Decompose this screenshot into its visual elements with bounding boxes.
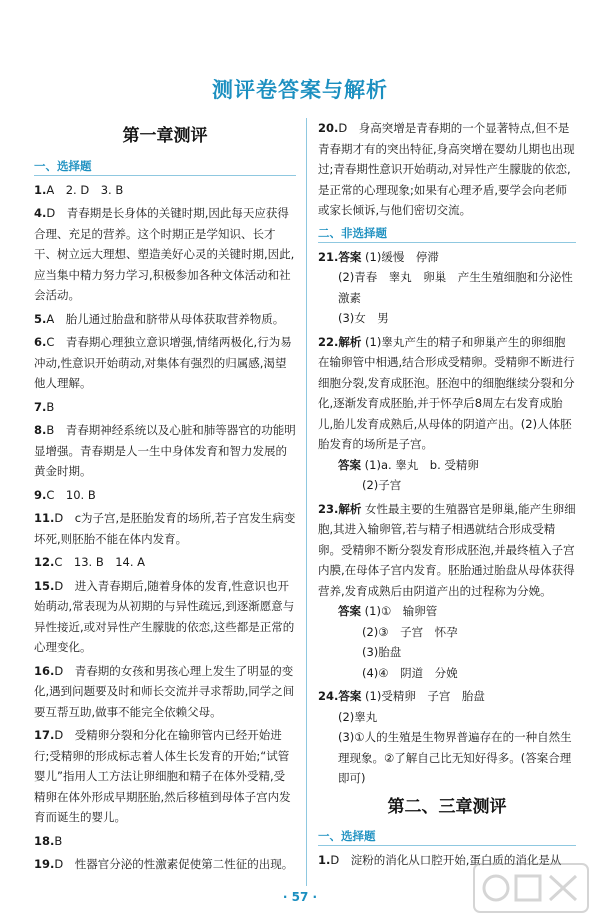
answer-item — [34, 203, 296, 306]
item-text: C 10. B — [46, 487, 96, 502]
analysis-label: 解析 — [338, 501, 362, 516]
item-number: 17. — [34, 728, 55, 742]
answer-item — [34, 831, 296, 852]
item-text: D 淀粉的消化从口腔开始,蛋白质的消化是从 — [330, 853, 562, 867]
right-column — [318, 118, 576, 874]
answer-item — [318, 686, 576, 789]
answer-label: 答案 — [338, 604, 361, 618]
answer-item — [34, 725, 296, 828]
item-number: 19. — [34, 857, 55, 871]
item-number: 11. — [34, 511, 55, 525]
answer-item — [318, 332, 576, 496]
item-text: C 13. B 14. A — [54, 555, 146, 569]
answer-line: (2)青春 睾丸 卵巢 产生生殖细胞和分泌性激素 — [338, 270, 573, 305]
item-number: 22. — [318, 334, 339, 349]
item-text: D 受精卵分裂和分化在输卵管内已经开始进行;受精卵的形成标志着人体生长发育的开始;“试管婴儿”指用人工方法让卵细胞和精子在体外受精,受精卵在体外形成早期胚胎,然后移植到母体子宫内发育而诞生的婴儿。 — [34, 728, 291, 824]
answer-label: 答案 — [338, 689, 362, 703]
item-number: 5. — [34, 311, 47, 326]
answer-line: (1)受精卵 子宫 胎盘 — [365, 689, 485, 703]
section-heading: 一、选择题 — [34, 157, 296, 176]
answer-item — [318, 118, 576, 221]
item-text: D 进入青春期后,随着身体的发育,性意识也开始萌动,常表现为从初期的与异性疏远,到逐渐愿意与异性接近,或对异性产生朦胧的依恋,这些都是正常的心理变化。 — [34, 578, 295, 654]
answer-item — [318, 247, 576, 329]
item-number: 1. — [318, 853, 331, 867]
column-divider — [306, 118, 307, 886]
item-number: 9. — [34, 487, 47, 502]
answer-label: 答案 — [338, 249, 362, 264]
answer-line: (1)a. 睾丸 b. 受精卵 — [364, 457, 479, 472]
analysis-label: 解析 — [338, 334, 362, 349]
item-number: 12. — [34, 555, 55, 569]
answer-line: (2)睾丸 — [338, 709, 378, 724]
item-number: 15. — [34, 578, 55, 593]
item-text: A 胎儿通过胎盘和脐带从母体获取营养物质。 — [46, 311, 285, 326]
left-column — [34, 118, 296, 878]
item-number: 23. — [318, 501, 339, 516]
answer-item — [318, 850, 576, 871]
answer-item — [34, 309, 296, 330]
answer-item — [34, 485, 296, 506]
answer-line: (2)子宫 — [362, 478, 402, 492]
answer-item — [34, 420, 296, 482]
answer-item — [34, 552, 296, 573]
answer-line: (4)④ 阴道 分娩 — [362, 665, 458, 680]
item-number: 21. — [318, 249, 339, 264]
chapter-title: 第二、三章测评 — [387, 796, 507, 817]
item-number: 18. — [34, 833, 55, 848]
answer-line: (3)①人的生殖是生物界普遍存在的一种自然生理现象。②了解自己比无知好得多。(答案合理即可) — [338, 730, 572, 785]
answer-line: (3)女 男 — [338, 311, 389, 325]
item-text: D 青春期是长身体的关键时期,因此每天应获得合理、充足的营养。这个时期正是学知识、长才干、树立远大理想、塑造美好心灵的关键时期,因此,应当集中精力努力学习,积极参加各种文体活动和社会活动。 — [34, 206, 295, 302]
item-text: B — [46, 399, 55, 414]
item-text: B — [54, 833, 63, 848]
answer-item — [34, 397, 296, 418]
item-number: 6. — [34, 335, 47, 349]
answer-line: (2)③ 子宫 怀孕 — [362, 624, 458, 639]
answer-item — [34, 854, 296, 875]
analysis-text: 女性最主要的生殖器官是卵巢,能产生卵细胞,其进入输卵管,若与精子相遇就结合形成受精卵。受精卵不断分裂发育形成胚泡,并最终植入子宫内膜,在母体子宫内发育。胚胎通过胎盘从母体获得营养,发育成熟后由阴道产出的过程称为分娩。 — [318, 501, 576, 598]
answer-item — [34, 508, 296, 549]
answer-item — [34, 180, 296, 201]
answer-list — [34, 180, 296, 875]
answer-line: (3)胎盘 — [362, 645, 402, 659]
section-heading: 二、非选择题 — [318, 224, 576, 243]
item-number: 24. — [318, 689, 339, 703]
item-text: D 身高突增是青春期的一个显著特点,但不是青春期才有的突出特征,身高突增在婴幼儿期也出现过;青春期性意识开始萌动,对异性产生朦胧的依恋,是正常的心理现象;如果有心理矛盾,要学会向老师或家长倾诉,与他们密切交流。 — [318, 121, 575, 217]
analysis-text: (1)睾丸产生的精子和卵巢产生的卵细胞在输卵管中相遇,结合形成受精卵。受精卵不断进行细胞分裂,发育成胚泡。胚泡中的细胞继续分裂和分化,逐渐发育成胚胎,并于怀孕后8周左右发育成胎儿,胎儿发育成熟后,从母体的阴道产出。(2)人体胚胎发育的场所是子宫。 — [318, 334, 575, 451]
chapter-title: 第一章测评 — [122, 126, 208, 146]
item-number: 1. — [34, 182, 47, 197]
item-text: B 青春期神经系统以及心脏和肺等器官的功能明显增强。青春期是人一生中身体发育和智力发展的黄金时期。 — [34, 423, 296, 478]
item-text: C 青春期心理独立意识增强,情绪两极化,行为易冲动,性意识开始萌动,对集体有强烈的归属感,渴望他人理解。 — [34, 335, 292, 390]
answer-item — [34, 576, 296, 658]
item-number: 7. — [34, 399, 47, 414]
page-number: · 57 · — [282, 890, 318, 904]
item-number: 20. — [318, 121, 339, 135]
item-text: D c为子宫,是胚胎发育的场所,若子宫发生病变坏死,则胚胎不能在体内发育。 — [34, 511, 296, 546]
item-number: 4. — [34, 206, 47, 220]
answer-item — [34, 332, 296, 394]
answer-line: (1)缓慢 停滞 — [365, 249, 439, 264]
item-text: D 青春期的女孩和男孩心理上发生了明显的变化,遇到问题要及时和师长交流并寻求帮助,同学之间要互帮互助,做事不能完全依赖父母。 — [34, 663, 295, 719]
page-title: 测评卷答案与解析 — [212, 78, 388, 102]
item-text: D 性器官分泌的性激素促使第二性征的出现。 — [54, 857, 294, 871]
answer-line: (1)① 输卵管 — [364, 604, 438, 618]
item-number: 8. — [34, 423, 47, 437]
answer-item — [34, 661, 296, 723]
answer-label: 答案 — [338, 457, 361, 472]
item-text: A 2. D 3. B — [46, 182, 124, 197]
answer-item — [318, 499, 576, 684]
section-heading: 一、选择题 — [318, 827, 576, 846]
item-number: 16. — [34, 663, 55, 678]
